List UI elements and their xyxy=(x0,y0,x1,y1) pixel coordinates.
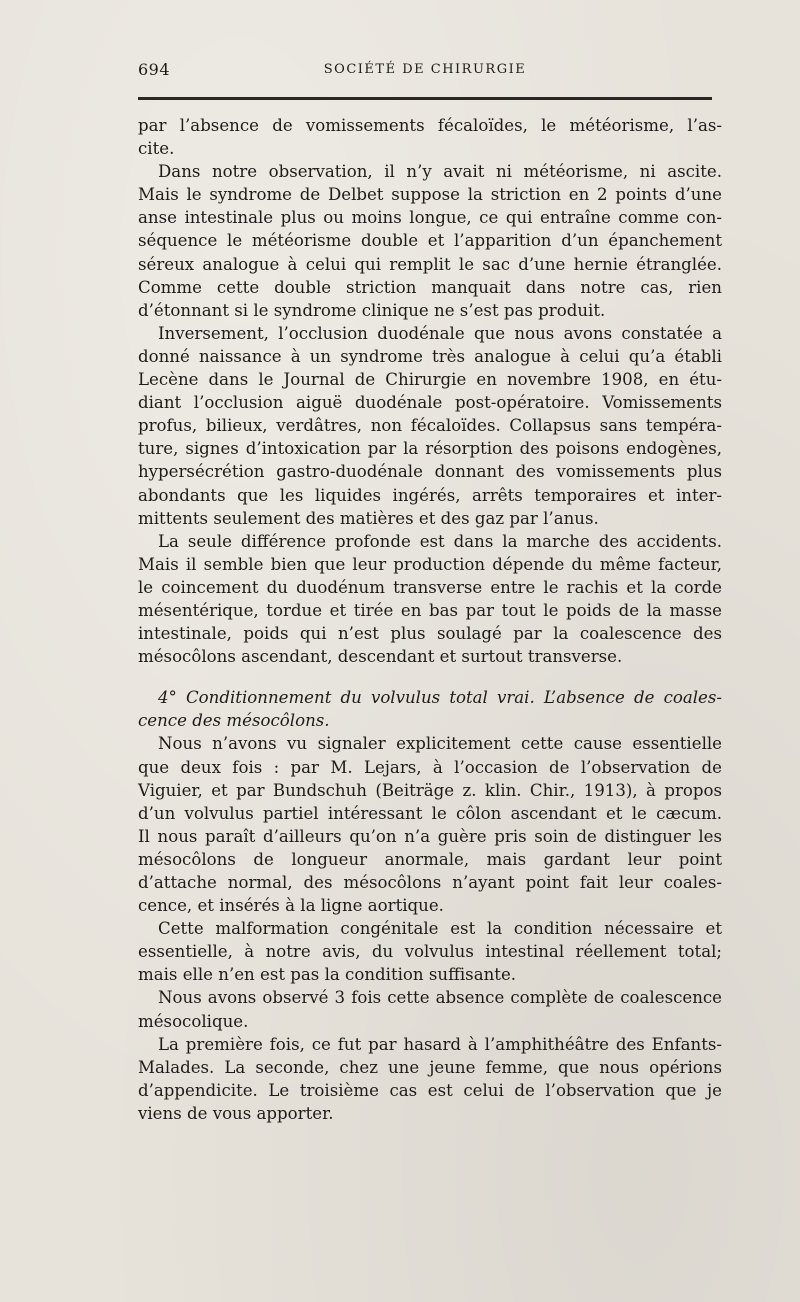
text-block-1 xyxy=(138,114,722,668)
section-gap xyxy=(138,668,722,686)
text-line: mésentérique, tordue et tirée en bas par tout le poids de la masse xyxy=(138,600,722,620)
text-line: séreux analogue à celui qui remplit le sac d’une hernie étranglée. xyxy=(138,254,722,274)
text-line: Viguier, et par Bundschuh (Beiträge z. klin. Chir., 1913), à propos xyxy=(138,780,722,800)
text-line: intestinale, poids qui n’est plus soulagé par la coalescence des xyxy=(138,624,722,644)
text-line: Mais le syndrome de Delbet suppose la striction en 2 points d’une xyxy=(138,185,722,205)
text-line: d’attache normal, des mésocôlons n’ayant point fait leur coales- xyxy=(138,873,722,892)
text-line: par l’absence de vomissements fécaloïdes, le météorisme, l’as- xyxy=(138,116,722,135)
running-title: SOCIÉTÉ DE CHIRURGIE xyxy=(323,62,527,77)
section-heading xyxy=(138,686,722,732)
text-line: Malades. La seconde, chez une jeune femme, que nous opérions xyxy=(138,1057,722,1077)
text-line: ture, signes d’intoxication par la résorption des poisons endogènes, xyxy=(138,439,722,459)
text-line: cite. xyxy=(138,139,175,159)
text-line: mésocôlons de longueur anormale, mais gardant leur point xyxy=(138,849,722,869)
text-line: Mais il semble bien que leur production dépende du même facteur, xyxy=(138,554,722,574)
text-line: cence, et insérés à la ligne aortique. xyxy=(138,896,444,916)
text-line: hypersécrétion gastro-duodénale donnant des vomissements plus xyxy=(138,462,722,482)
text-line: viens de vous apporter. xyxy=(138,1103,334,1123)
section-heading-line: cence des mésocôlons. xyxy=(138,711,330,731)
text-line: Il nous paraît d’ailleurs qu’on n’a guère pris soin de distinguer les xyxy=(138,826,722,846)
text-line: La seule différence profonde est dans la marche des accidents. xyxy=(158,531,722,551)
text-line: le coincement du duodénum transverse entre le rachis et la corde xyxy=(138,577,722,597)
text-line: La première fois, ce fut par hasard à l’amphithéâtre des Enfants- xyxy=(158,1034,722,1054)
text-line: d’étonnant si le syndrome clinique ne s’est pas produit. xyxy=(138,300,606,320)
text-line: donné naissance à un syndrome très analogue à celui qu’a établi xyxy=(138,346,722,366)
text-line: Nous n’avons vu signaler explicitement cette cause essentielle xyxy=(158,734,722,754)
text-line: Dans notre observation, il n’y avait ni météorisme, ni ascite. xyxy=(158,162,722,182)
text-line: Lecène dans le Journal de Chirurgie en novembre 1908, en étu- xyxy=(138,370,722,390)
page-number: 694 xyxy=(138,60,171,79)
running-head xyxy=(138,58,712,84)
text-block-2 xyxy=(138,732,722,1125)
header-rule xyxy=(138,97,712,100)
text-line: essentielle, à notre avis, du volvulus intestinal réellement total; xyxy=(138,942,722,962)
section-heading-line: 4° Conditionnement du volvulus total vrai. L’absence de coales- xyxy=(158,688,722,708)
text-line: Inversement, l’occlusion duodénale que nous avons constatée a xyxy=(158,323,722,343)
text-line: d’appendicite. Le troisième cas est celui de l’observation que je xyxy=(138,1080,722,1100)
text-line: que deux fois : par M. Lejars, à l’occasion de l’observation de xyxy=(138,757,722,777)
text-line: mais elle n’en est pas la condition suffisante. xyxy=(138,965,517,985)
text-line: mésocolique. xyxy=(138,1011,249,1031)
text-line: mésocôlons ascendant, descendant et surtout transverse. xyxy=(138,647,623,667)
text-line: mittents seulement des matières et des gaz par l’anus. xyxy=(138,508,599,528)
text-line: séquence le météorisme double et l’apparition d’un épanchement xyxy=(138,231,722,251)
text-line: d’un volvulus partiel intéressant le côlon ascendant et le cæcum. xyxy=(138,803,722,823)
text-line: diant l’occlusion aiguë duodénale post-opératoire. Vomissements xyxy=(138,393,722,413)
text-line: anse intestinale plus ou moins longue, ce qui entraîne comme con- xyxy=(138,208,722,228)
body-text xyxy=(138,114,722,1125)
text-line: Nous avons observé 3 fois cette absence complète de coalescence xyxy=(158,988,722,1008)
text-line: Cette malformation congénitale est la condition nécessaire et xyxy=(158,919,722,939)
text-line: profus, bilieux, verdâtres, non fécaloïdes. Collapsus sans tempéra- xyxy=(138,416,722,436)
text-line: Comme cette double striction manquait dans notre cas, rien xyxy=(138,277,722,297)
text-line: abondants que les liquides ingérés, arrêts temporaires et inter- xyxy=(138,485,722,505)
